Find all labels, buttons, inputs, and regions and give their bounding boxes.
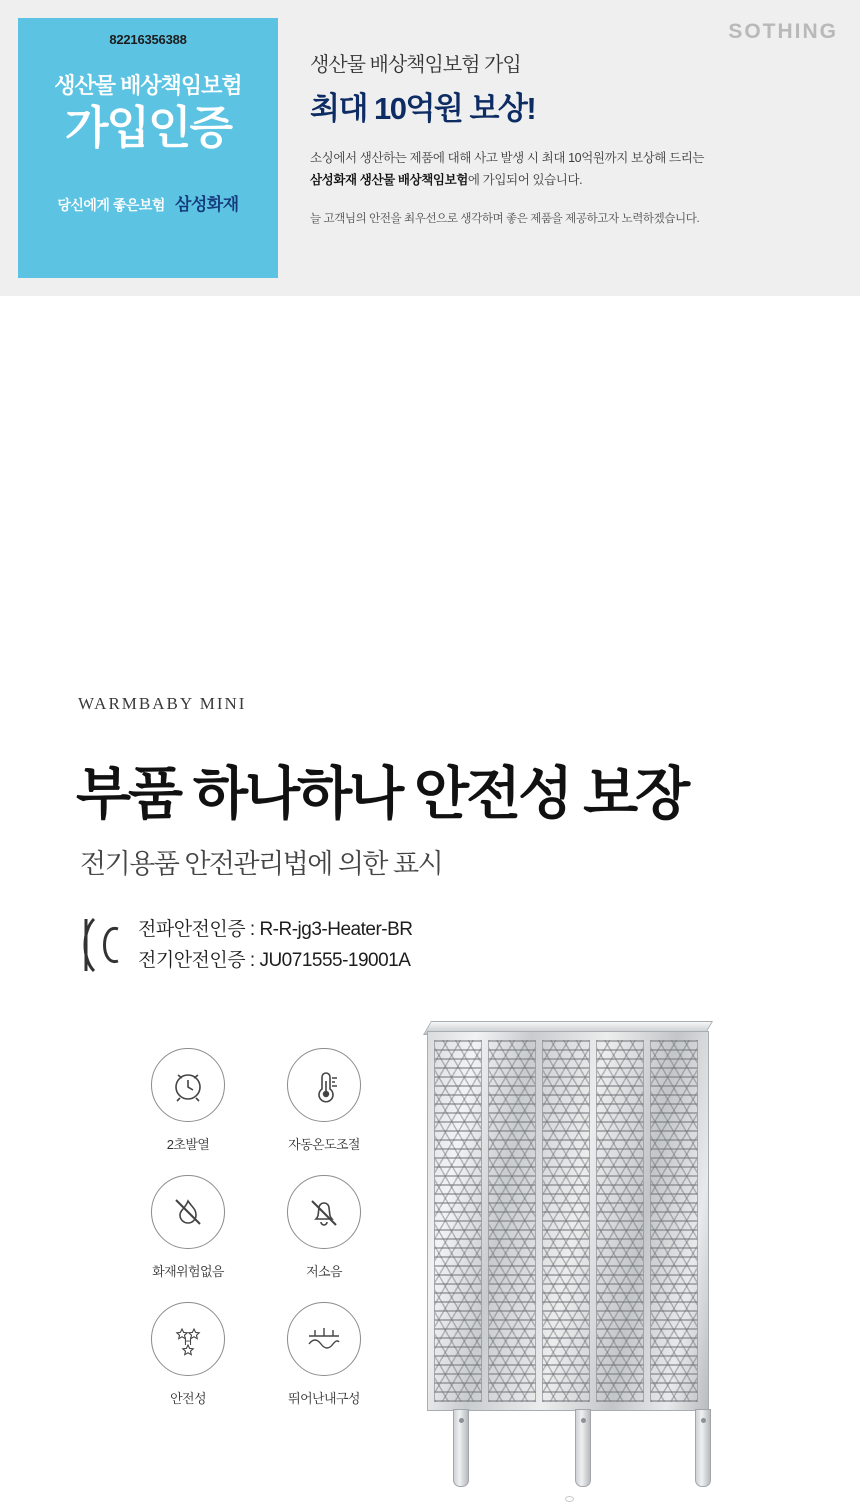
feature-icon-circle [287,1048,361,1122]
no-fire-icon [168,1192,208,1232]
insurer-name: 삼성화재 [174,194,239,214]
certificate-title-small: 생산물 배상책임보험 [54,73,242,98]
page-subtitle: 전기용품 안전관리법에 의한 표시 [80,849,443,879]
product-leg [695,1409,711,1487]
product-body [427,1031,709,1411]
feature-icon-circle [151,1302,225,1376]
banner-text-block [310,48,830,226]
feature-item [256,1048,392,1153]
feature-item [120,1048,256,1153]
feature-grid [120,1048,380,1407]
feature-label: 뛰어난내구성 [288,1391,360,1406]
feature-item [256,1175,392,1280]
feature-icon-circle [287,1175,361,1249]
product-image [415,1031,735,1471]
banner-headline-big: 최대 10억원 보상! [310,91,536,126]
feature-item [120,1302,256,1407]
product-leg [453,1409,469,1487]
banner-paragraph [310,148,830,192]
feature-icon-circle [287,1302,361,1376]
no-bell-icon [304,1192,344,1232]
product-leg [575,1409,591,1487]
product-fin-panel [542,1040,590,1402]
feature-label: 2초발열 [166,1137,210,1152]
product-shadow-dot [565,1496,574,1502]
kc-certification-block [80,914,413,977]
feature-item [256,1302,392,1407]
certificate-footer [18,190,278,215]
banner-paragraph-rest: 에 가입되어 있습니다. [467,172,583,187]
product-fin-panel [488,1040,536,1402]
certificate-footer-text: 당신에게 좋은보험 [57,196,165,213]
kc-mark-icon [80,917,122,973]
page-title: 부품 하나하나 안전성 보장 [76,762,688,826]
feature-label: 저소음 [306,1264,342,1279]
kc-radio-cert: 전파안전인증 : R-R-jg3-Heater-BR [138,919,413,940]
kc-electric-cert: 전기안전인증 : JU071555-19001A [138,950,411,972]
banner-paragraph-bold: 삼성화재 생산물 배상책임보험 [310,172,468,187]
durability-wave-icon [303,1318,345,1360]
alarm-clock-icon [168,1065,208,1105]
feature-label: 자동온도조절 [288,1137,360,1152]
product-fin-panel [596,1040,644,1402]
feature-label: 화재위험없음 [152,1264,224,1279]
svg-text:H: H [184,1336,192,1348]
feature-item [120,1175,256,1280]
banner-paragraph-line1: 소싱에서 생산하는 제품에 대해 사고 발생 시 최대 10억원까지 보상해 드리는 [310,151,705,165]
banner-note: 늘 고객님의 안전을 최우선으로 생각하며 좋은 제품을 제공하고자 노력하겠습니다. [310,212,700,225]
product-fin-panel [434,1040,482,1402]
product-fin-panel [650,1040,698,1402]
brand-logo: SOTHING [728,20,838,43]
certificate-number: 82216356388 [109,32,187,47]
product-eyebrow: WARMBABY MINI [78,694,247,713]
banner-headline-small: 생산물 배상책임보험 가입 [310,54,521,76]
feature-icon-circle [151,1175,225,1249]
kc-text-lines [138,914,413,977]
insurance-banner [0,0,860,296]
thermometer-icon [304,1065,344,1105]
feature-icon-circle [151,1048,225,1122]
safety-star-shield-icon [166,1317,210,1361]
feature-label: 안전성 [170,1391,206,1406]
insurance-certificate-card [18,18,278,278]
certificate-title-large: 가입인증 [65,102,231,153]
